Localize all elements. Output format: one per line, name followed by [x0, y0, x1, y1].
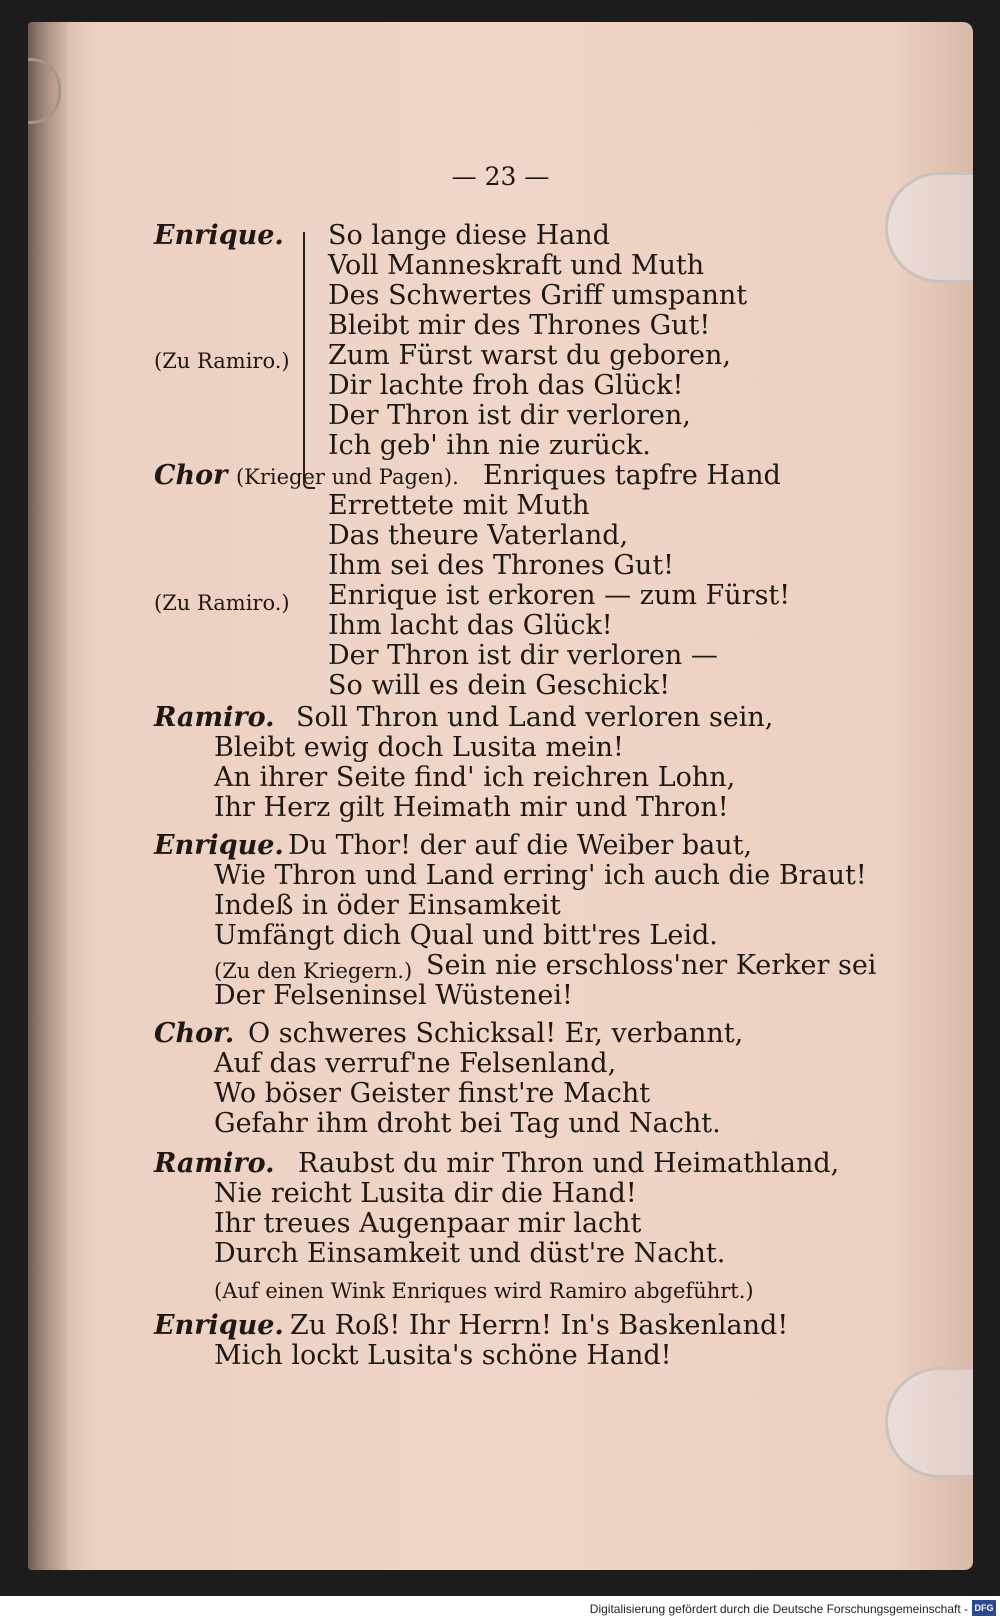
stage-direction: (Zu den Kriegern.)	[214, 959, 413, 983]
verse-line: Der Thron ist dir verloren —	[328, 640, 718, 671]
verse-line: Indeß in öder Einsamkeit	[214, 890, 561, 921]
page-number: — 23 —	[451, 162, 550, 191]
speaker-name: Ramiro.	[154, 702, 275, 733]
verse-line: Enrique ist erkoren — zum Fürst!	[328, 580, 791, 611]
verse-line: Sein nie erschloss'ner Kerker sei	[426, 950, 877, 981]
verse-line: Nie reicht Lusita dir die Hand!	[214, 1178, 637, 1209]
verse-line: Des Schwertes Griff umspannt	[328, 280, 748, 311]
verse-line: Ihr treues Augenpaar mir lacht	[214, 1208, 642, 1239]
footer-text: Digitalisierung gefördert durch die Deutsche Forschungsgemeinschaft -	[589, 1602, 968, 1616]
verse-line: Ihm sei des Thrones Gut!	[328, 550, 675, 581]
speaker-name: Chor.	[154, 1018, 235, 1049]
stage-direction: (Krieger und Pagen).	[235, 465, 459, 489]
speaker-name: Enrique.	[154, 1310, 284, 1341]
verse-line: Bleibt ewig doch Lusita mein!	[214, 732, 624, 763]
speaker-name: Enrique.	[154, 830, 284, 861]
verse-line: Umfängt dich Qual und bitt'res Leid.	[214, 920, 718, 951]
verse-line: So will es dein Geschick!	[328, 670, 671, 701]
verse-line: Gefahr ihm droht bei Tag und Nacht.	[214, 1108, 721, 1139]
page-text	[28, 22, 973, 1570]
speaker-name: Chor (Krieger und Pagen).	[154, 460, 459, 491]
verse-line: Das theure Vaterland,	[328, 520, 629, 551]
stage-direction: (Zu Ramiro.)	[154, 591, 290, 615]
verse-line: Auf das verruf'ne Felsenland,	[214, 1048, 617, 1079]
verse-line: Zu Roß! Ihr Herrn! In's Baskenland!	[290, 1310, 789, 1341]
verse-line: Soll Thron und Land verloren sein,	[296, 702, 774, 733]
verse-bracket	[303, 232, 315, 489]
verse-line: Durch Einsamkeit und düst're Nacht.	[214, 1238, 726, 1269]
digitization-footer	[0, 1596, 1000, 1622]
verse-line: Ihm lacht das Glück!	[328, 610, 613, 641]
verse-line: An ihrer Seite find' ich reichren Lohn,	[214, 762, 736, 793]
verse-line: Ich geb' ihn nie zurück.	[328, 430, 651, 461]
verse-line: Errettete mit Muth	[328, 490, 590, 521]
verse-line: Der Felseninsel Wüstenei!	[214, 980, 573, 1011]
stage-direction: (Zu Ramiro.)	[154, 349, 290, 373]
stage-direction: (Auf einen Wink Enriques wird Ramiro abgeführt.)	[214, 1279, 754, 1303]
verse-line: O schweres Schicksal! Er, verbannt,	[248, 1018, 744, 1049]
speaker-name: Enrique.	[154, 220, 284, 251]
verse-line: Du Thor! der auf die Weiber baut,	[288, 830, 753, 861]
verse-line: Der Thron ist dir verloren,	[328, 400, 691, 431]
verse-line: So lange diese Hand	[328, 220, 610, 251]
book-page	[28, 22, 973, 1570]
verse-line: Wie Thron und Land erring' ich auch die Braut!	[214, 860, 867, 891]
dfg-logo: DFG	[972, 1600, 996, 1616]
verse-line: Bleibt mir des Thrones Gut!	[328, 310, 711, 341]
verse-line: Zum Fürst warst du geboren,	[328, 340, 731, 371]
verse-line: Voll Manneskraft und Muth	[328, 250, 705, 281]
verse-line: Dir lachte froh das Glück!	[328, 370, 684, 401]
verse-line: Raubst du mir Thron und Heimathland,	[298, 1148, 840, 1179]
verse-line: Ihr Herz gilt Heimath mir und Thron!	[214, 792, 729, 823]
verse-line: Wo böser Geister finst're Macht	[214, 1078, 651, 1109]
verse-line: Mich lockt Lusita's schöne Hand!	[214, 1340, 672, 1371]
speaker-name: Ramiro.	[154, 1148, 275, 1179]
verse-line: Enriques tapfre Hand	[483, 460, 781, 491]
